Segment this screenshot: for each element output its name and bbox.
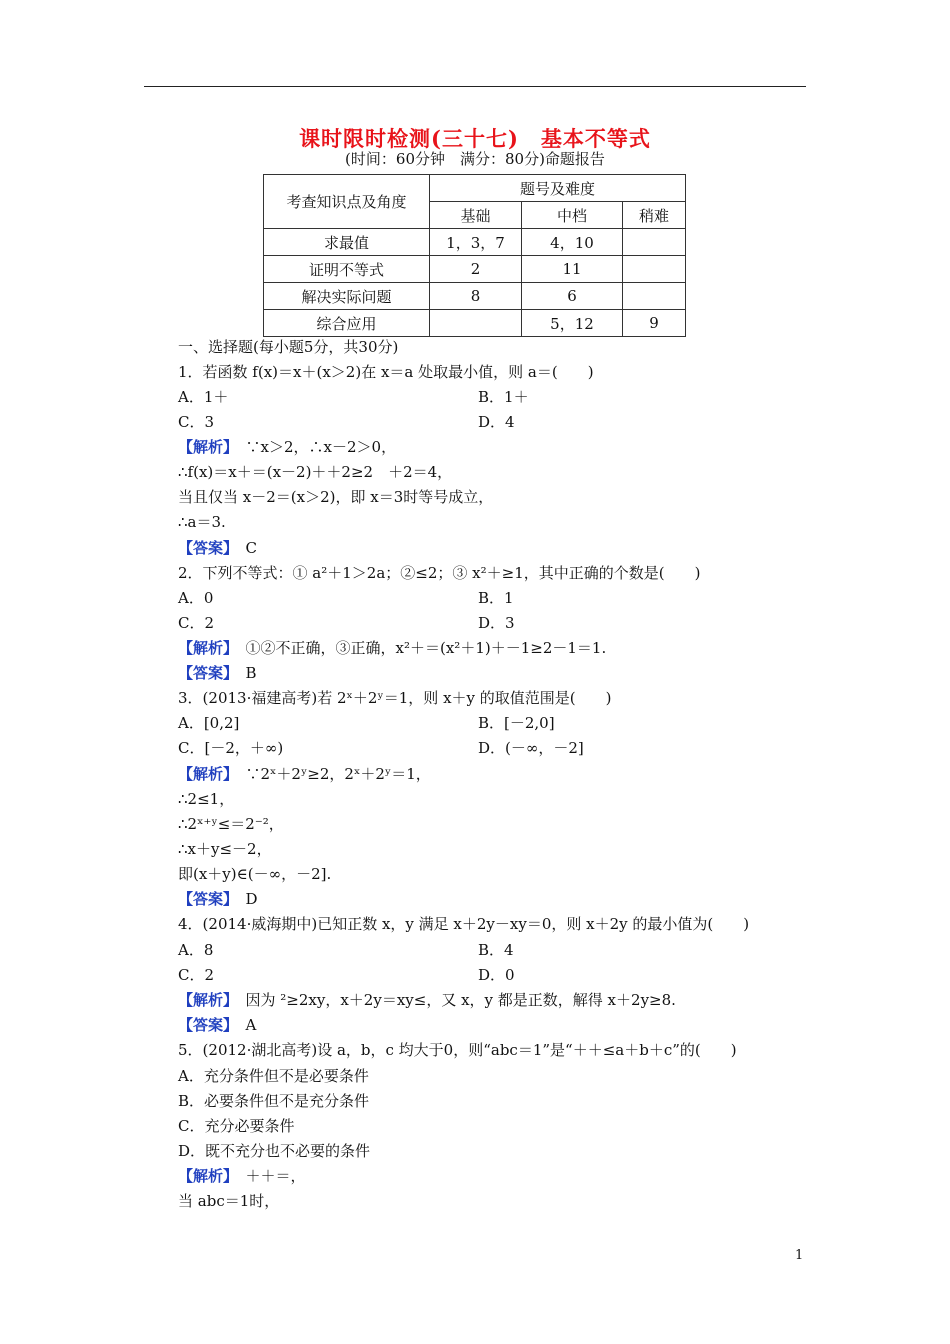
q3-analysis-3: ∴2ˣ⁺ʸ≤＝2⁻²， [178, 815, 284, 833]
cell-mid: 4，10 [522, 229, 623, 256]
q3-analysis-5: 即(x＋y)∈(－∞，－2]. [178, 865, 332, 883]
q5-stem: 5．(2012·湖北高考)设 a，b，c 均大于0，则“abc＝1”是“＋＋≤a＋b＋c”的( ) [178, 1041, 737, 1059]
q5-analysis-2: 当 abc＝1时， [178, 1192, 280, 1210]
q5-option-d: D．既不充分也不必要的条件 [178, 1142, 371, 1160]
q1-analysis-4: ∴a＝3. [178, 513, 226, 531]
q3-analysis-2: ∴2≤1， [178, 790, 235, 808]
q4-analysis-line [178, 990, 676, 1010]
table-row [264, 229, 686, 256]
q3-option-b: B．[－2,0] [478, 714, 555, 732]
q4-option-b: B．4 [478, 941, 514, 959]
q2-option-a: A．0 [178, 589, 214, 607]
section-heading: 一、选择题(每小题5分，共30分) [178, 338, 399, 356]
q1-analysis-line [178, 437, 396, 457]
q3-answer: D [230, 890, 258, 908]
cell-hard [623, 283, 686, 310]
table-header-row [264, 175, 686, 202]
q2-option-b: B．1 [478, 589, 514, 607]
header-hard: 稍难 [623, 202, 686, 229]
q4-answer: A [230, 1016, 257, 1034]
table-row [264, 283, 686, 310]
cell-hard [623, 229, 686, 256]
cell-topic: 解决实际问题 [264, 283, 430, 310]
header-topic: 考查知识点及角度 [264, 175, 430, 229]
q4-option-a: A．8 [178, 941, 214, 959]
cell-hard: 9 [623, 310, 686, 337]
q2-option-c: C．2 [178, 614, 215, 632]
q1-option-a: A．1＋ [178, 388, 229, 406]
page-title: 课时限时检测(三十七) 基本不等式 [299, 126, 651, 151]
analysis-tag: 【解析】 [178, 438, 231, 456]
cell-topic: 求最值 [264, 229, 430, 256]
q1-analysis-3: 当且仅当 x－2＝(x＞2)，即 x＝3时等号成立， [178, 488, 494, 506]
page-number: 1 [795, 1248, 804, 1263]
header-group: 题号及难度 [430, 175, 686, 202]
q1-option-c: C．3 [178, 413, 215, 431]
header-basic: 基础 [430, 202, 522, 229]
q5-option-b: B．必要条件但不是充分条件 [178, 1092, 370, 1110]
q2-answer-line [178, 663, 257, 683]
q4-option-d: D．0 [478, 966, 515, 984]
answer-tag: 【答案】 [178, 890, 231, 908]
q3-analysis-line [178, 764, 431, 784]
q5-analysis-line [178, 1166, 306, 1186]
cell-mid: 5，12 [522, 310, 623, 337]
q3-option-c: C．[－2，＋∞) [178, 739, 284, 757]
analysis-tag: 【解析】 [178, 991, 231, 1009]
analysis-tag: 【解析】 [178, 765, 231, 783]
table-row [264, 310, 686, 337]
q5-option-c: C．充分必要条件 [178, 1117, 295, 1135]
cell-basic [430, 310, 522, 337]
q2-option-d: D．3 [478, 614, 515, 632]
q5-analysis-1: ＋＋＝， [230, 1167, 306, 1185]
analysis-tag: 【解析】 [178, 639, 231, 657]
header-rule [144, 86, 806, 87]
q4-answer-line [178, 1015, 256, 1035]
cell-basic: 2 [430, 256, 522, 283]
q2-answer: B [230, 664, 257, 682]
q2-analysis-1: ①②不正确，③正确，x²＋＝(x²＋1)＋－1≥2－1＝1. [230, 639, 607, 657]
answer-tag: 【答案】 [178, 664, 231, 682]
header-mid: 中档 [522, 202, 623, 229]
q1-stem: 1．若函数 f(x)＝x＋(x＞2)在 x＝a 处取最小值，则 a＝( ) [178, 363, 594, 381]
q3-option-d: D．(－∞，－2] [478, 739, 584, 757]
cell-topic: 证明不等式 [264, 256, 430, 283]
table-row [264, 256, 686, 283]
page-subtitle: (时间：60分钟 满分：80分)命题报告 [345, 150, 605, 168]
q4-option-c: C．2 [178, 966, 215, 984]
topic-table [263, 174, 686, 337]
cell-topic: 综合应用 [264, 310, 430, 337]
q3-option-a: A．[0,2] [178, 714, 240, 732]
q1-answer: C [230, 539, 257, 557]
answer-tag: 【答案】 [178, 539, 231, 557]
q1-option-d: D．4 [478, 413, 515, 431]
cell-mid: 6 [522, 283, 623, 310]
cell-basic: 8 [430, 283, 522, 310]
q1-analysis-1: ∵x＞2，∴x－2＞0， [230, 438, 397, 456]
answer-tag: 【答案】 [178, 1016, 231, 1034]
q3-analysis-1: ∵2ˣ＋2ʸ≥2，2ˣ＋2ʸ＝1， [230, 765, 431, 783]
q1-option-b: B．1＋ [478, 388, 529, 406]
q2-stem: 2．下列不等式：① a²＋1＞2a；②≤2；③ x²＋≥1，其中正确的个数是( ) [178, 564, 701, 582]
q5-option-a: A．充分条件但不是必要条件 [178, 1067, 369, 1085]
cell-mid: 11 [522, 256, 623, 283]
q1-answer-line [178, 538, 257, 558]
q3-stem: 3．(2013·福建高考)若 2ˣ＋2ʸ＝1，则 x＋y 的取值范围是( ) [178, 689, 612, 707]
q3-answer-line [178, 889, 258, 909]
q4-analysis-1: 因为 ²≥2xy，x＋2y＝xy≤，又 x，y 都是正数，解得 x＋2y≥8. [230, 991, 676, 1009]
q2-analysis-line [178, 638, 606, 658]
analysis-tag: 【解析】 [178, 1167, 231, 1185]
q4-stem: 4．(2014·威海期中)已知正数 x，y 满足 x＋2y－xy＝0，则 x＋2y 的最小值为( ) [178, 915, 750, 933]
cell-hard [623, 256, 686, 283]
cell-basic: 1，3，7 [430, 229, 522, 256]
q1-analysis-2: ∴f(x)＝x＋＝(x－2)＋＋2≥2 ＋2＝4， [178, 463, 453, 481]
q3-analysis-4: ∴x＋y≤－2， [178, 840, 272, 858]
